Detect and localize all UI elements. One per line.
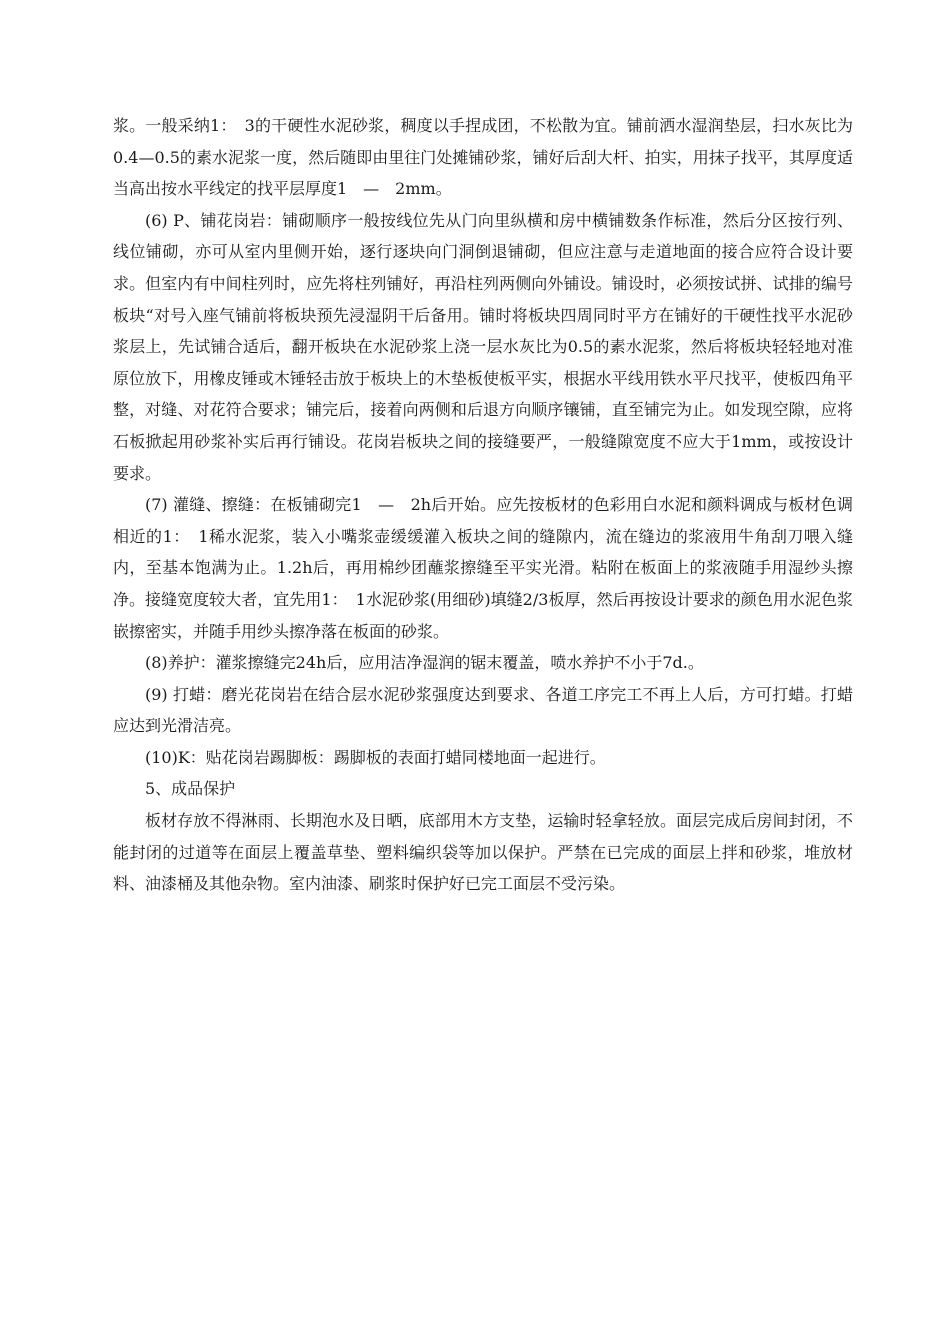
paragraph-curing: (8)养护：灌浆擦缝完24h后，应用洁净湿润的锯末覆盖，喷水养护不小于7d.。 <box>145 653 704 673</box>
paragraph-waxing: (9) 打蜡：磨光花岗岩在结合层水泥砂浆强度达到要求、各道工序完工不再上人后，方可打蜡。打蜡应达到光滑洁亮。 <box>113 684 853 736</box>
paragraph-granite-laying: (6) P、铺花岗岩：铺砌顺序一般按线位先从门向里纵横和房中横铺数条作标准，然后分区按行列、线位铺砌，亦可从室内里侧开始，逐行逐块向门洞倒退铺砌，但应注意与走道地面的接合应符合设计要求。但室内有中间柱列时，应先将柱列铺好，再沿柱列两侧向外铺设。铺设时，必须按试拼、试排的编号板块“对号入座气铺前将板块预先浸湿阴干后备用。铺时将板块四周同时平方在铺好的干硬性找平水泥砂浆层上，先试铺合适后，翻开板块在水泥砂浆上浇一层水灰比为0.5的素水泥浆，然后将板块轻轻地对准原位放下，用橡皮锤或木锤轻击放于板块上的木垫板使板平实，根据水平线用铁水平尺找平，使板四角平整，对缝、对花符合要求；铺完后，接着向两侧和后退方向顺序镶铺，直至铺完为止。如发现空隙，应将石板掀起用砂浆补实后再行铺设。花岗岩板块之间的接缝要严，一般缝隙宽度不应大于1mm，或按设计要求。 <box>113 210 853 483</box>
paragraph-continuation: 浆。一般采纳1： 3的干硬性水泥砂浆，稠度以手捏成团，不松散为宜。铺前洒水湿润垫层，扫水灰比为0.4—0.5的素水泥浆一度，然后随即由里往门处摊铺砂浆，铺好后刮大杆、拍实，用抹子找平，其厚度适当高出按水平线定的找平层厚度1 — 2mm。 <box>113 116 853 199</box>
paragraph-product-protection: 板材存放不得淋雨、长期泡水及日晒，底部用木方支垫，运输时轻拿轻放。面层完成后房间封闭，不能封闭的过道等在面层上覆盖草垫、塑料编织袋等加以保护。严禁在已完成的面层上拌和砂浆，堆放材料、油漆桶及其他杂物。室内油漆、刷浆时保护好已完工面层不受污染。 <box>113 811 853 894</box>
paragraph-skirting: (10)K：贴花岗岩踢脚板：踢脚板的表面打蜡同楼地面一起进行。 <box>145 747 606 767</box>
document-body <box>113 110 853 900</box>
section-heading-product-protection: 5、成品保护 <box>145 779 236 799</box>
paragraph-grouting: (7) 灌缝、擦缝：在板铺砌完1 — 2h后开始。应先按板材的色彩用白水泥和颜料调成与板材色调相近的1： 1稀水泥浆，装入小嘴浆壶缓缓灌入板块之间的缝隙内，流在缝边的浆液用牛角刮刀喂入缝内，至基本饱满为止。1.2h后，再用棉纱团蘸浆擦缝至平实光滑。粘附在板面上的浆液随手用湿纱头擦净。接缝宽度较大者，宜先用1： 1水泥砂浆(用细砂)填缝2/3板厚，然后再按设计要求的颜色用水泥色浆嵌擦密实，并随手用纱头擦净落在板面的砂浆。 <box>113 495 853 641</box>
